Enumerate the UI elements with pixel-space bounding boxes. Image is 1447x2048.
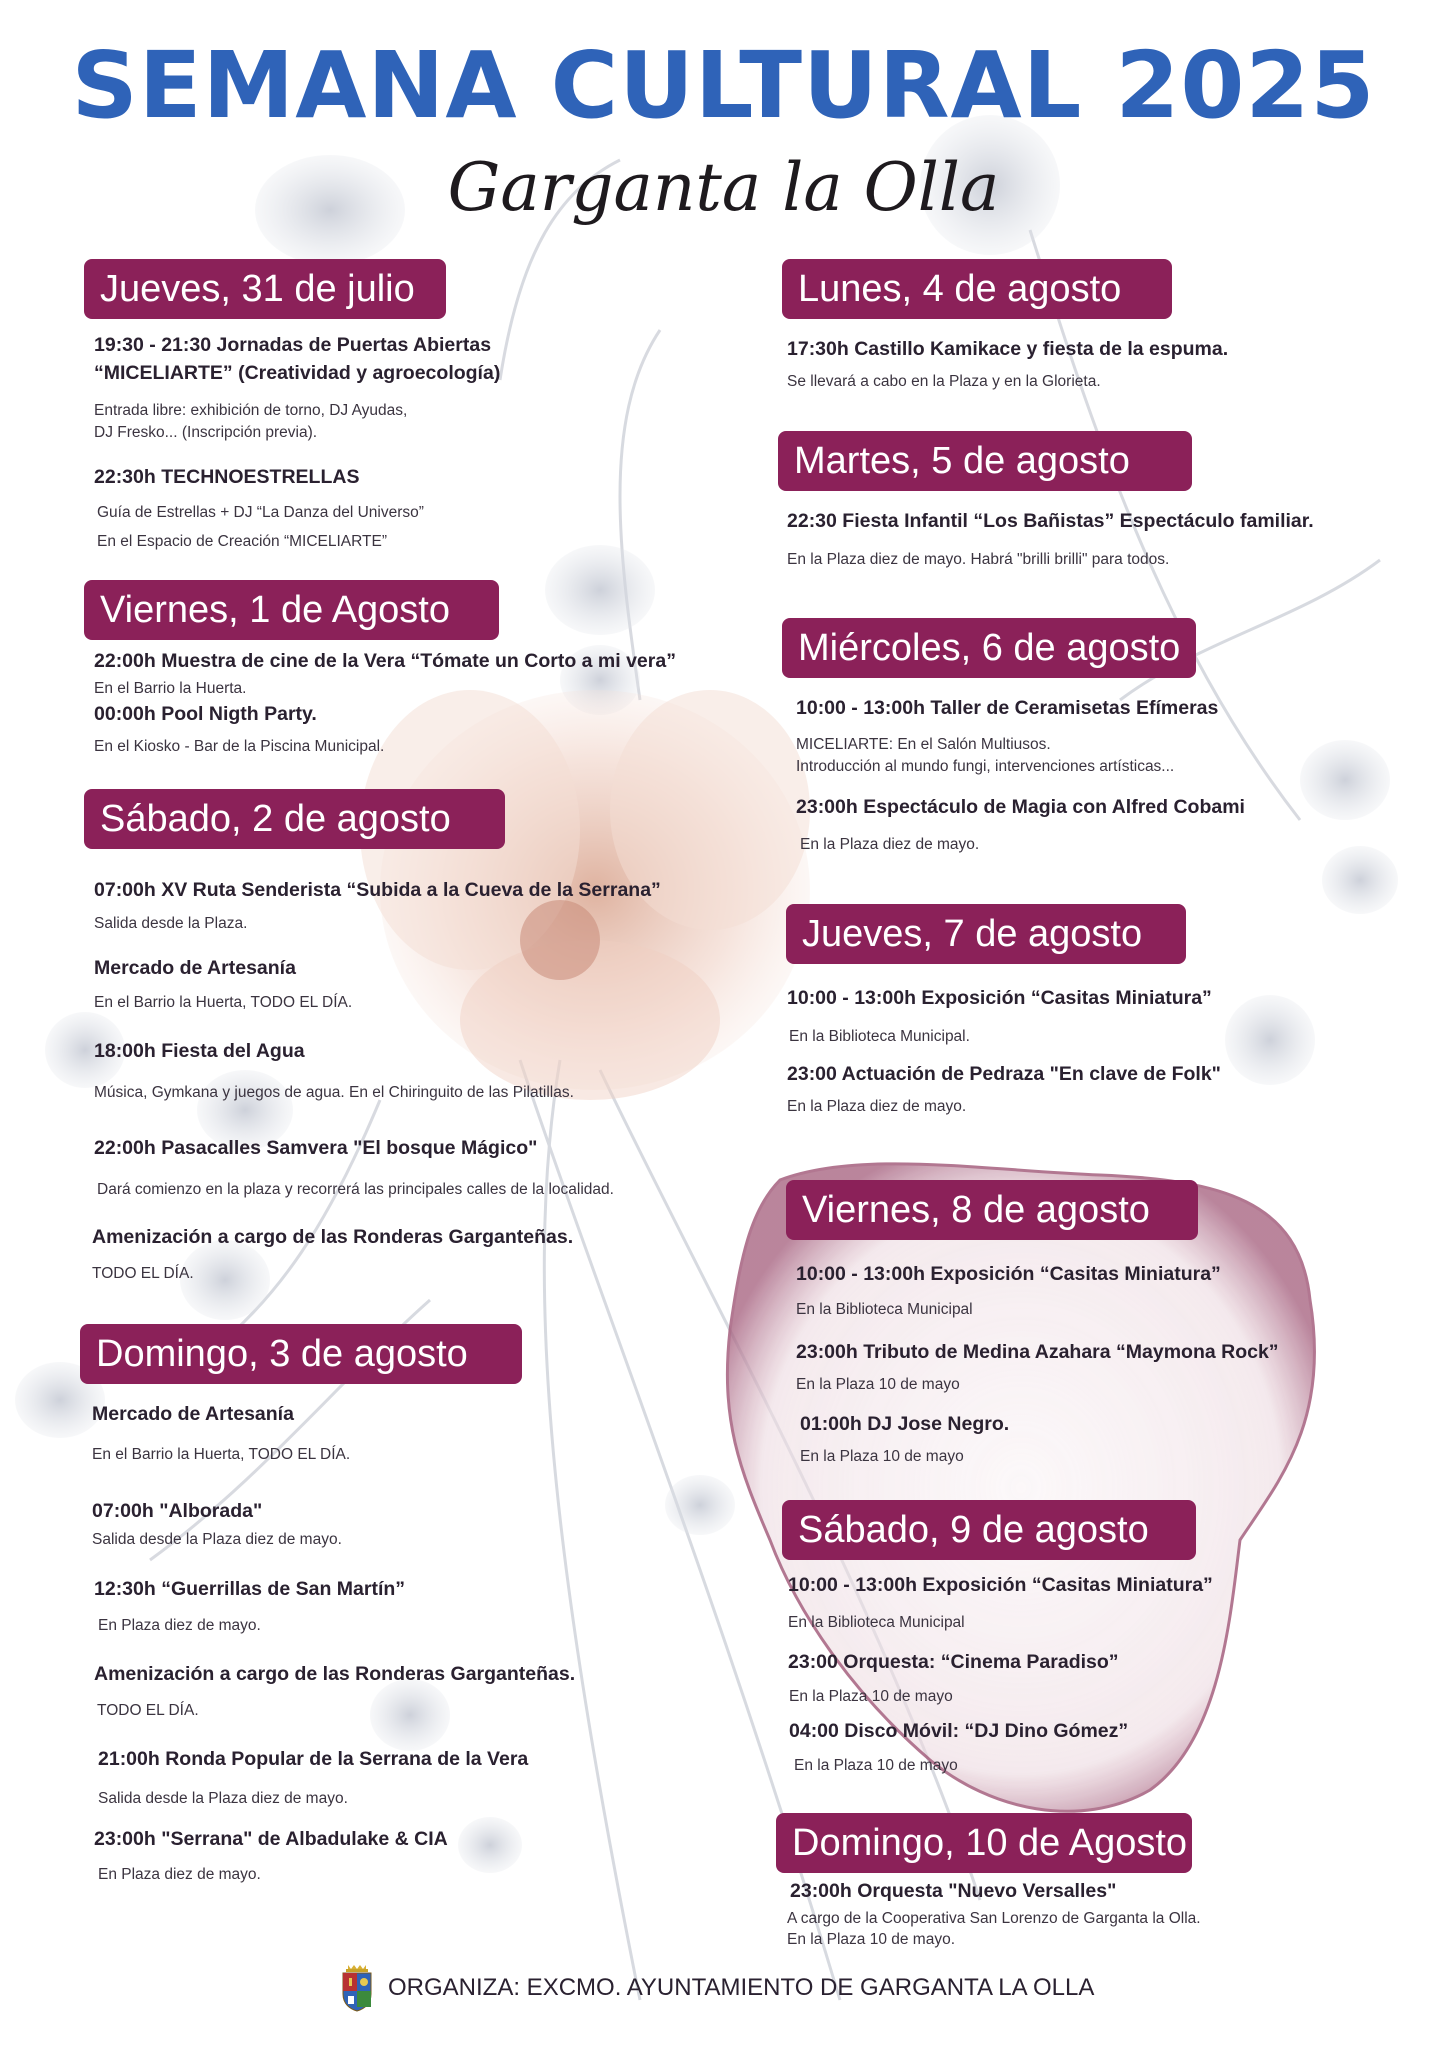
event-title: 07:00h XV Ruta Senderista “Subida a la Cueva de la Serrana” [94, 879, 661, 901]
day-banner: Viernes, 8 de agosto [786, 1180, 1198, 1240]
event-title: 22:30 Fiesta Infantil “Los Bañistas” Espectáculo familiar. [787, 510, 1314, 532]
event-detail: En la Plaza diez de mayo. Habrá "brilli brilli" para todos. [787, 551, 1170, 568]
event-detail: En la Biblioteca Municipal [796, 1301, 973, 1318]
event-title: Mercado de Artesanía [94, 957, 296, 979]
event-detail: Se llevará a cabo en la Plaza y en la Glorieta. [787, 373, 1101, 390]
event-title: 23:00 Actuación de Pedraza "En clave de Folk" [787, 1063, 1221, 1085]
event-detail: En el Barrio la Huerta. [94, 680, 247, 697]
event-title: 21:00h Ronda Popular de la Serrana de la Vera [98, 1748, 529, 1770]
event-title: Amenización a cargo de las Ronderas Garganteñas. [94, 1663, 576, 1685]
event-title: 10:00 - 13:00h Exposición “Casitas Miniatura” [788, 1574, 1213, 1596]
day-banner: Miércoles, 6 de agosto [782, 618, 1196, 678]
event-detail: En la Biblioteca Municipal. [789, 1028, 970, 1045]
event-detail: TODO EL DÍA. [97, 1702, 199, 1719]
event-detail: En el Barrio la Huerta, TODO EL DÍA. [92, 1446, 351, 1463]
event-title: 22:30h TECHNOESTRELLAS [94, 466, 360, 488]
event-detail: En la Plaza 10 de mayo [800, 1448, 964, 1465]
day-banner: Viernes, 1 de Agosto [84, 580, 499, 640]
event-detail: En el Kiosko - Bar de la Piscina Municipal. [94, 738, 385, 755]
event-detail: En el Barrio la Huerta, TODO EL DÍA. [94, 994, 353, 1011]
day-banner: Lunes, 4 de agosto [782, 259, 1172, 319]
organizer-label: ORGANIZA: EXCMO. AYUNTAMIENTO DE GARGANTA LA OLLA [388, 1974, 1095, 2001]
day-banner: Jueves, 7 de agosto [786, 904, 1186, 964]
event-title: 04:00 Disco Móvil: “DJ Dino Gómez” [789, 1720, 1129, 1742]
event-detail: En la Plaza diez de mayo. [800, 836, 980, 853]
footer [340, 1963, 1094, 2013]
event-detail: Guía de Estrellas + DJ “La Danza del Universo” [97, 504, 424, 521]
event-detail: En la Plaza 10 de mayo [794, 1757, 958, 1774]
event-detail: Introducción al mundo fungi, intervenciones artísticas... [796, 758, 1175, 775]
event-title: 01:00h DJ Jose Negro. [800, 1413, 1010, 1435]
day-banner: Sábado, 2 de agosto [84, 789, 505, 849]
event-title: 23:00h Espectáculo de Magia con Alfred Cobami [796, 796, 1245, 818]
crest-icon [340, 1964, 374, 2012]
event-title: 18:00h Fiesta del Agua [94, 1040, 305, 1062]
event-detail: En la Plaza 10 de mayo. [787, 1931, 956, 1948]
event-detail: Música, Gymkana y juegos de agua. En el Chiringuito de las Pilatillas. [94, 1084, 574, 1101]
event-detail: Dará comienzo en la plaza y recorrerá las principales calles de la localidad. [97, 1181, 614, 1198]
day-banner: Domingo, 3 de agosto [80, 1324, 522, 1384]
event-detail: En la Biblioteca Municipal [788, 1614, 965, 1631]
event-detail: Salida desde la Plaza. [94, 915, 248, 932]
event-title: 00:00h Pool Nigth Party. [94, 703, 317, 725]
event-title: 17:30h Castillo Kamikace y fiesta de la espuma. [787, 338, 1229, 360]
event-title: 19:30 - 21:30 Jornadas de Puertas Abiertas [94, 334, 492, 356]
event-title: 10:00 - 13:00h Taller de Ceramisetas Efímeras [796, 697, 1219, 719]
event-detail: En la Plaza 10 de mayo [796, 1376, 960, 1393]
event-title: 23:00h Orquesta "Nuevo Versalles" [790, 1880, 1117, 1902]
day-banner: Domingo, 10 de Agosto [776, 1813, 1192, 1873]
event-title: 10:00 - 13:00h Exposición “Casitas Miniatura” [787, 987, 1212, 1009]
event-title: Mercado de Artesanía [92, 1403, 294, 1425]
day-banner: Jueves, 31 de julio [84, 259, 446, 319]
event-detail: Entrada libre: exhibición de torno, DJ Ayudas, [94, 402, 408, 419]
event-detail: A cargo de la Cooperativa San Lorenzo de Garganta la Olla. [787, 1910, 1201, 1927]
event-detail: Salida desde la Plaza diez de mayo. [98, 1790, 348, 1807]
event-title: “MICELIARTE” (Creatividad y agroecología) [94, 362, 501, 384]
event-detail: TODO EL DÍA. [92, 1265, 194, 1282]
page-subtitle: Garganta la Olla [447, 149, 1000, 226]
event-detail: En la Plaza diez de mayo. [787, 1098, 967, 1115]
event-title: Amenización a cargo de las Ronderas Garganteñas. [92, 1226, 574, 1248]
event-detail: DJ Fresko... (Inscripción previa). [94, 424, 318, 441]
event-detail: En Plaza diez de mayo. [98, 1866, 261, 1883]
event-title: 23:00h "Serrana" de Albadulake & CIA [94, 1828, 448, 1850]
day-banner: Martes, 5 de agosto [778, 431, 1192, 491]
event-title: 10:00 - 13:00h Exposición “Casitas Miniatura” [796, 1263, 1221, 1285]
event-detail: En el Espacio de Creación “MICELIARTE” [97, 533, 388, 550]
page-title: SEMANA CULTURAL 2025 [71, 32, 1376, 139]
event-title: 22:00h Pasacalles Samvera "El bosque Mágico" [94, 1137, 538, 1159]
stain-blossom [727, 1164, 1314, 1811]
event-detail: Salida desde la Plaza diez de mayo. [92, 1531, 342, 1548]
event-detail: En la Plaza 10 de mayo [789, 1688, 953, 1705]
event-title: 23:00h Tributo de Medina Azahara “Maymona Rock” [796, 1341, 1279, 1363]
event-title: 22:00h Muestra de cine de la Vera “Tómate un Corto a mi vera” [94, 650, 676, 672]
event-title: 23:00 Orquesta: “Cinema Paradiso” [788, 1651, 1119, 1673]
event-title: 07:00h "Alborada" [92, 1500, 263, 1522]
event-title: 12:30h “Guerrillas de San Martín” [94, 1578, 406, 1600]
day-banner: Sábado, 9 de agosto [782, 1500, 1196, 1560]
event-detail: MICELIARTE: En el Salón Multiusos. [796, 736, 1051, 753]
event-detail: En Plaza diez de mayo. [98, 1617, 261, 1634]
